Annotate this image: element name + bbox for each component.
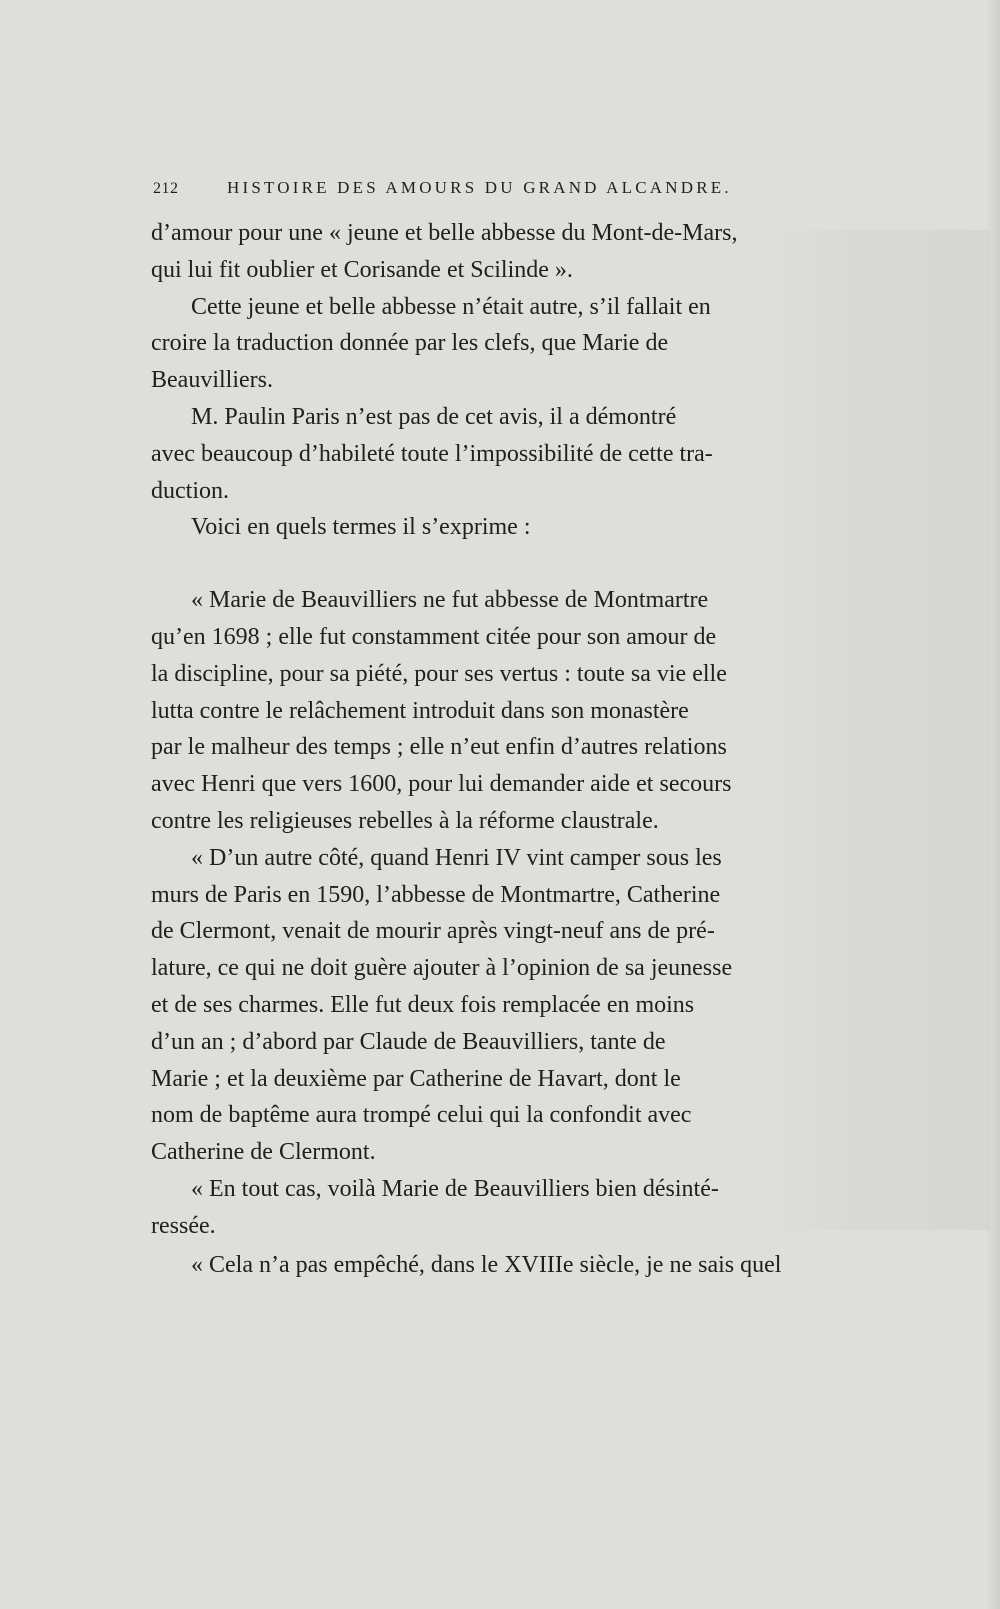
text-line: Voici en quels termes il s’exprime : bbox=[191, 514, 531, 541]
text-line: d’un an ; d’abord par Claude de Beauvilliers, tante de bbox=[151, 1028, 666, 1055]
text-line: la discipline, pour sa piété, pour ses vertus : toute sa vie elle bbox=[151, 660, 727, 687]
text-line: M. Paulin Paris n’est pas de cet avis, il a démontré bbox=[191, 403, 677, 430]
text-line: « Cela n’a pas empêché, dans le XVIIIe siècle, je ne sais quel bbox=[191, 1251, 782, 1278]
text-line: lutta contre le relâchement introduit dans son monastère bbox=[151, 697, 689, 724]
text-line: Marie ; et la deuxième par Catherine de Havart, dont le bbox=[151, 1065, 681, 1092]
text-line: Catherine de Clermont. bbox=[151, 1139, 376, 1166]
text-line: « Marie de Beauvilliers ne fut abbesse de Montmartre bbox=[191, 587, 709, 614]
text-line: par le malheur des temps ; elle n’eut enfin d’autres relations bbox=[151, 734, 727, 761]
running-title: HISTOIRE DES AMOURS DU GRAND ALCANDRE. bbox=[227, 178, 732, 197]
paragraph-gap bbox=[151, 546, 851, 582]
text-line: duction. bbox=[151, 477, 229, 504]
text-line: qu’en 1698 ; elle fut constamment citée pour son amour de bbox=[151, 623, 717, 650]
text-line: croire la traduction donnée par les clefs, que Marie de bbox=[151, 330, 669, 357]
text-line: Beauvilliers. bbox=[151, 367, 273, 394]
text-line: nom de baptême aura trompé celui qui la confondit avec bbox=[151, 1102, 692, 1129]
text-line: ressée. bbox=[151, 1212, 216, 1239]
text-line: avec Henri que vers 1600, pour lui demander aide et secours bbox=[151, 771, 732, 798]
text-line: lature, ce qui ne doit guère ajouter à l’opinion de sa jeunesse bbox=[151, 955, 733, 982]
text-line: contre les religieuses rebelles à la réforme claustrale. bbox=[151, 807, 659, 834]
text-line: qui lui fit oublier et Corisande et Scilinde ». bbox=[151, 256, 573, 283]
text-line: d’amour pour une « jeune et belle abbesse du Mont-de-Mars, bbox=[151, 220, 738, 246]
page-edge-shadow bbox=[986, 0, 1000, 1609]
text-line: et de ses charmes. Elle fut deux fois remplacée en moins bbox=[151, 991, 695, 1018]
body-text bbox=[151, 215, 851, 1283]
page-number: 212 bbox=[153, 180, 179, 197]
text-line: de Clermont, venait de mourir après vingt-neuf ans de pré- bbox=[151, 918, 715, 945]
text-line: Cette jeune et belle abbesse n’était autre, s’il fallait en bbox=[191, 293, 711, 320]
text-line: « En tout cas, voilà Marie de Beauvilliers bien désinté- bbox=[191, 1175, 719, 1202]
text-line: « D’un autre côté, quand Henri IV vint camper sous les bbox=[191, 844, 722, 871]
running-header bbox=[153, 178, 853, 206]
text-line: avec beaucoup d’habileté toute l’impossibilité de cette tra- bbox=[151, 440, 713, 467]
text-line: murs de Paris en 1590, l’abbesse de Montmartre, Catherine bbox=[151, 881, 721, 908]
